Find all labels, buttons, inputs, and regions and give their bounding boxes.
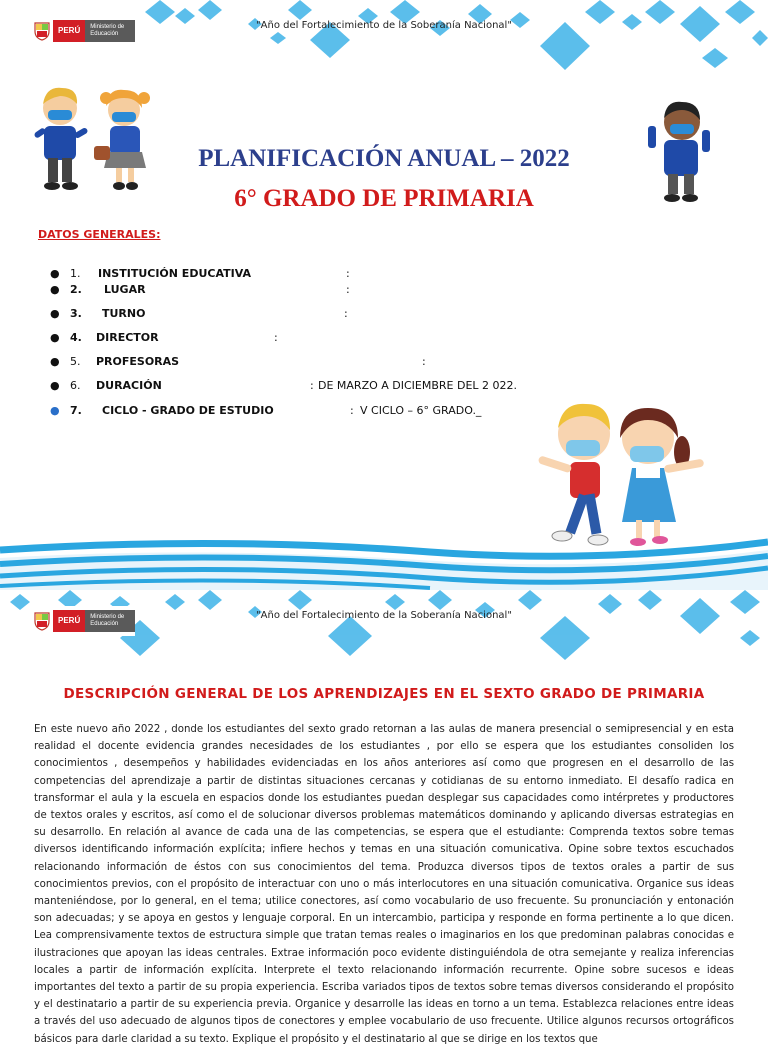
bullet-icon: ● <box>50 283 60 296</box>
bullet-icon: ● <box>50 379 60 392</box>
plan-title: PLANIFICACIÓN ANUAL – 2022 <box>198 145 570 172</box>
item-colon: : <box>310 379 314 392</box>
item-colon: : <box>274 331 278 344</box>
item-number: 5. <box>70 355 81 368</box>
item-colon: : <box>346 283 350 296</box>
description-page <box>0 590 768 1045</box>
item-number: 6. <box>70 379 81 392</box>
item-label: PROFESORAS <box>96 355 180 368</box>
bullet-icon: ● <box>50 267 60 280</box>
item-label: DIRECTOR <box>96 331 159 344</box>
item-colon: : <box>350 404 354 417</box>
decorative-wave-footer <box>0 520 768 590</box>
item-label: LUGAR <box>104 283 146 296</box>
bullet-icon: ● <box>50 404 60 417</box>
cycle-value: V CICLO – 6° GRADO._ <box>360 404 482 417</box>
item-colon: : <box>344 307 348 320</box>
duration-value: DE MARZO A DICIEMBRE DEL 2 022. <box>318 379 518 392</box>
children-masks-illustration-left <box>24 84 160 200</box>
bullet-icon: ● <box>50 307 60 320</box>
item-number: 3. <box>70 307 82 320</box>
logo-country: PERÚ <box>53 610 85 632</box>
year-motto: "Año del Fortalecimiento de la Soberanía Nacional" <box>256 610 512 621</box>
item-label: INSTITUCIÓN EDUCATIVA <box>98 267 251 280</box>
item-number: 4. <box>70 331 82 344</box>
section-title: DESCRIPCIÓN GENERAL DE LOS APRENDIZAJES EN EL SEXTO GRADO DE PRIMARIA <box>63 686 705 702</box>
item-colon: : <box>422 355 426 368</box>
year-motto: "Año del Fortalecimiento de la Soberanía Nacional" <box>256 20 512 31</box>
item-label: TURNO <box>102 307 146 320</box>
item-number: 7. <box>70 404 82 417</box>
logo-country: PERÚ <box>53 20 85 42</box>
item-number: 2. <box>70 283 82 296</box>
grade-subtitle: 6° GRADO DE PRIMARIA <box>234 185 534 212</box>
item-colon: : <box>346 267 350 280</box>
description-paragraph: En este nuevo año 2022 , donde los estudiantes del sexto grado retornan a las aulas de manera presencial o semipresencial y en esta realidad el docente evidencia grandes necesidades de los estudiantes , por ello se espera que los estudiantes consoliden los conocimientos , desempeños y habilidades evidenciadas en los años anteriores así como que progresen en el desarrollo de las competencias del aprendizaje a partir de distintas situaciones cercanas y cotidianas de su entorno inmediato. El desafío radica en transformar el aula y la escuela en espacios donde los estudiantes puedan desplegar sus capacidades como intérpretes y productores de textos orales y escritos, así como el de solucionar diversos problemas matemáticos dominando y aplicando diversas estrategias en su desarrollo. En relación al avance de cada una de las competencias, se espera que el estudiante: Comprenda textos sobre temas diversos identificando información explícita; infiere hechos y temas en una situación comunicativa. Opine sobre textos escuchados relacionando información de éstos con sus conocimientos del tema. Produzca diversos tipos de textos orales a partir de sus conocimientos previos, con el propósito de interactuar con uno o más interlocutores en una situación comunicativa. Organice sus ideas manteniéndose, por lo general, en el tema; utilice conectores, así como vocabulario de uso frecuente. Su pronunciación y entonación son adecuadas; y se apoya en gestos y lenguaje corporal. En un intercambio, participa y responde en forma pertinente a lo que dicen. Lea comprensivamente textos de estructura simple que tratan temas reales o imaginarios en los que predominan palabras conocidas e ilustraciones que apoyan las ideas centrales. Extrae información poco evidente distinguiéndola de otra semejante y realiza inferencias locales a partir de información explícita. Interprete el texto relacionando información recurrente. Opine sobre sucesos e ideas importantes del texto a partir de su propia experiencia. Escriba variados tipos de textos sobre temas diversos considerando el propósito y el destinatario a partir de su experiencia previa. Organice y desarrolle las ideas en torno a un tema. Establezca relaciones entre ideas a través del uso adecuado de algunos tipos de conectores y emplee vocabulario de uso frecuente. Utilice algunos recursos ortográficos básicos para darle claridad a su texto. Explique el propósito y el destinatario al que se dirige en los textos que <box>34 724 734 1045</box>
logo-ministry: Ministerio de Educación <box>85 610 135 632</box>
logo-ministry: Ministerio de Educación <box>85 20 135 42</box>
bullet-icon: ● <box>50 355 60 368</box>
datos-generales-heading: DATOS GENERALES: <box>38 228 161 241</box>
bullet-icon: ● <box>50 331 60 344</box>
item-label: DURACIÓN <box>96 379 162 392</box>
item-number: 1. <box>70 267 81 280</box>
item-label: CICLO - GRADO DE ESTUDIO <box>102 404 274 417</box>
